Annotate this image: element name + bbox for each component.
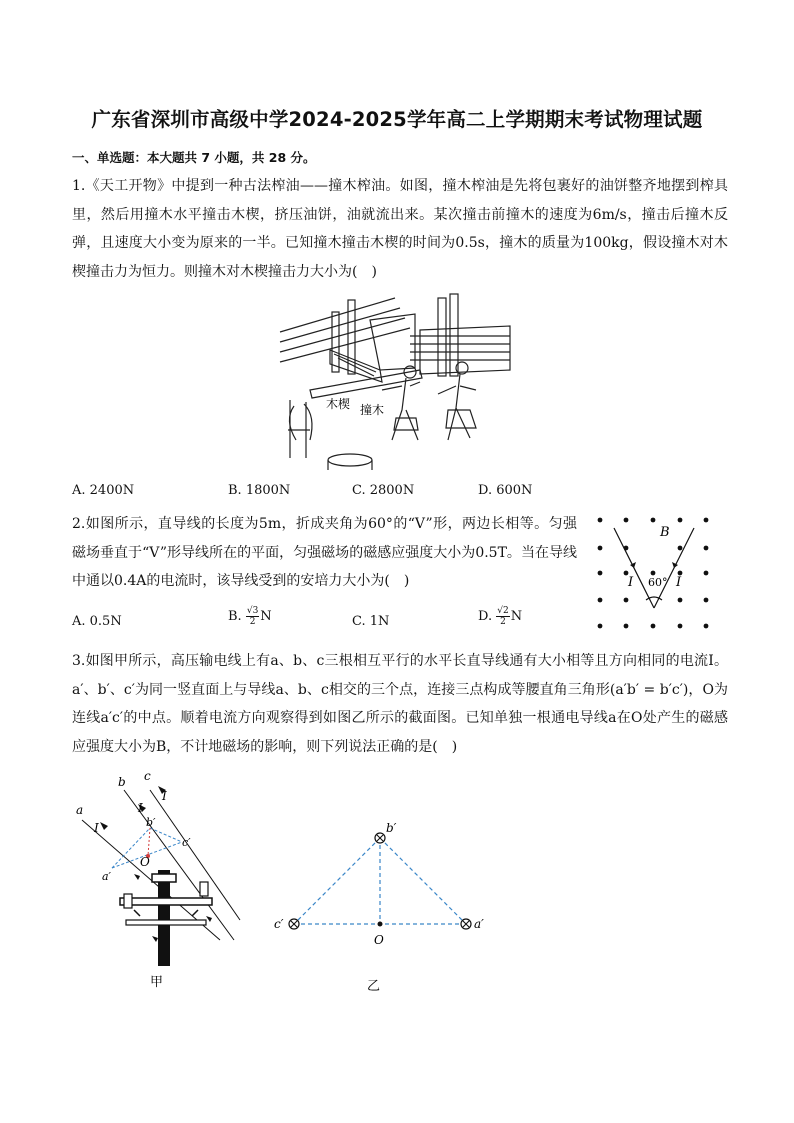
q2-option-c: C. 1N	[352, 614, 390, 629]
caption-jia: 甲	[150, 975, 164, 990]
q2-v-wire-diagram	[590, 510, 730, 635]
q3-figure-yi-cross-section	[270, 818, 500, 998]
label-center-o: O	[140, 855, 150, 869]
q2-option-b: B. $\frac{√3}{2}$ N	[228, 606, 272, 627]
label-section-center-o: O	[374, 933, 384, 947]
label-current-left: I	[628, 575, 634, 590]
label-section-c-prime: c′	[274, 917, 284, 931]
label-point-a-prime: a′	[102, 870, 112, 883]
label-wire-a: a	[76, 803, 84, 817]
caption-yi: 乙	[367, 979, 381, 994]
label-point-c-prime: c′	[182, 836, 191, 849]
label-point-b-prime: b′	[146, 816, 156, 829]
label-magnetic-field-b: B	[660, 525, 670, 540]
section-header: 一、单选题：本大题共 7 小题，共 28 分。	[72, 150, 316, 165]
q2-option-d: D. $\frac{√2}{2}$ N	[478, 606, 523, 627]
q2-option-a: A. 0.5N	[72, 614, 122, 629]
label-current-c: I	[162, 789, 167, 803]
q2-option-b-fraction: $\frac{√3}{2}$	[246, 606, 259, 627]
label-wooden-wedge: 木楔	[326, 397, 351, 411]
page-title: 广东省深圳市高级中学2024-2025学年高二上学期期末考试物理试题	[91, 108, 703, 131]
q2-option-d-fraction: $\frac{√2}{2}$	[497, 606, 509, 627]
q1-oil-press-illustration	[270, 290, 520, 470]
label-section-b-prime: b′	[386, 821, 397, 835]
label-current-a: I	[94, 821, 99, 835]
label-current-b: I	[138, 801, 143, 815]
label-angle: 60°	[648, 576, 668, 589]
question-2-text: 2.如图所示，直导线的长度为5m，折成夹角为60°的“V”形，两边长相等。匀强磁场垂直于“V”形导线所在的平面，匀强磁场的磁感应强度大小为0.5T。当在导线中通以0.4A的电流时，该导线受到的安培力大小为( )	[72, 516, 577, 589]
question-3-text: 3.如图甲所示，高压输电线上有a、b、c三根相互平行的水平长直导线通有大小相等且方向相同的电流I。a′、b′、c′为同一竖直面上与导线a、b、c相交的三个点，连接三点构成等腰直角三角形(a′b′ = b′c′)，O为连线a′c′的中点。顺着电流方向观察得到如图乙所示的截面图。已知单独一根通电导线a在O处产生的磁感应强度大小为B，不计地磁场的影响，则下列说法正确的是( )	[72, 653, 728, 755]
q1-option-c: C. 2800N	[352, 483, 415, 498]
q3-figure-jia-power-pole	[70, 770, 240, 1000]
q1-option-b: B. 1800N	[228, 483, 291, 498]
label-current-right: I	[676, 575, 682, 590]
label-wire-b: b	[118, 775, 126, 789]
label-section-a-prime: a′	[474, 917, 484, 931]
label-ram: 撞木	[360, 403, 385, 417]
q1-option-d: D. 600N	[478, 483, 533, 498]
question-1-text: 1.《天工开物》中提到一种古法榨油——撞木榨油。如图，撞木榨油是先将包裹好的油饼整齐地摆到榨具里，然后用撞木水平撞击木楔，挤压油饼，油就流出来。某次撞击前撞木的速度为6m/s，撞击后撞木反弹，且速度大小变为原来的一半。已知撞木撞击木楔的时间为0.5s，撞木的质量为100kg，假设撞木对木楔撞击力为恒力。则撞木对木楔撞击力大小为( )	[72, 178, 728, 280]
label-wire-c: c	[144, 769, 151, 783]
q1-option-a: A. 2400N	[72, 483, 135, 498]
